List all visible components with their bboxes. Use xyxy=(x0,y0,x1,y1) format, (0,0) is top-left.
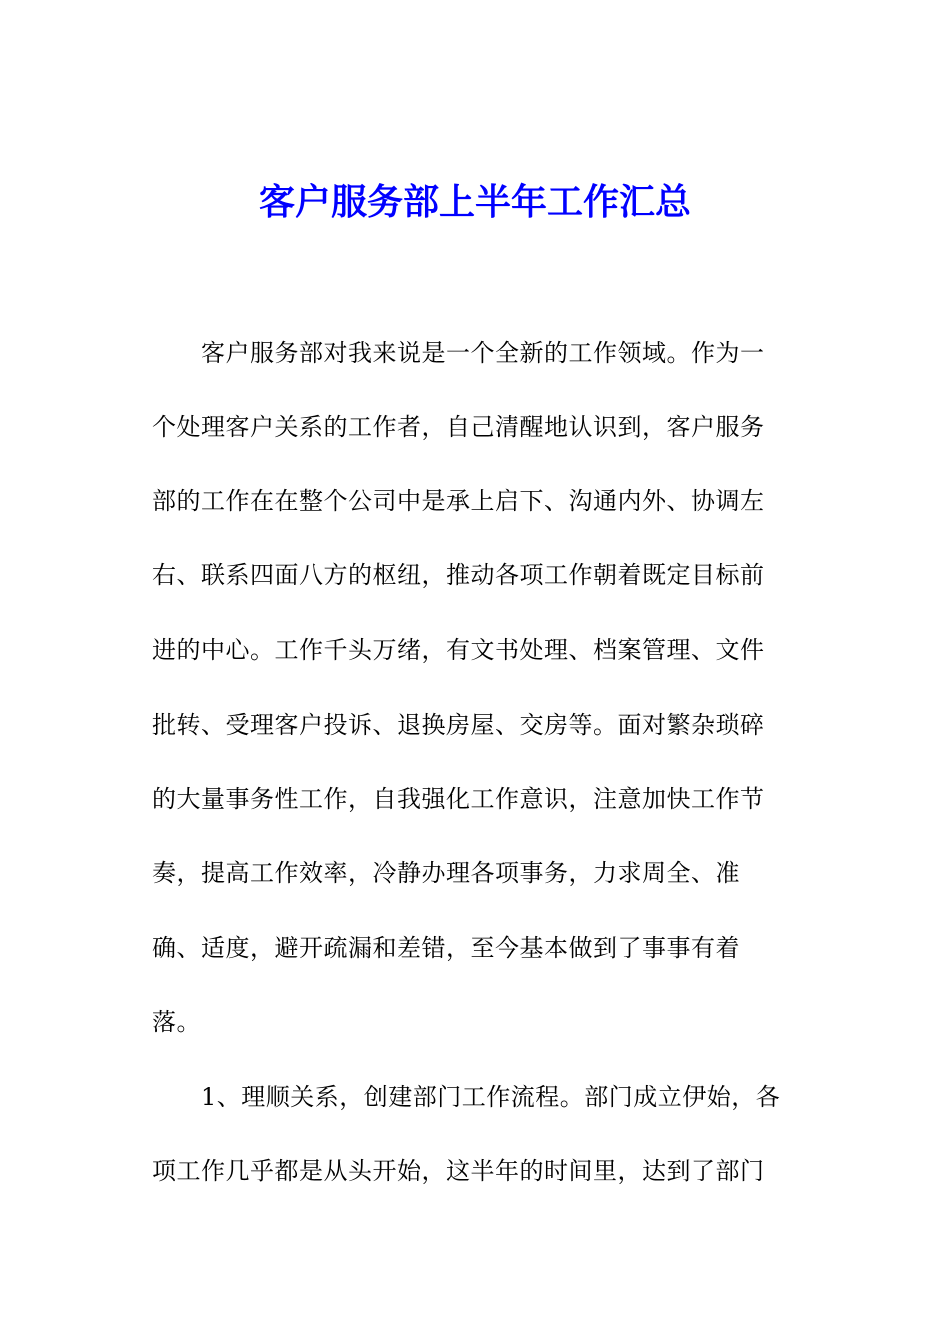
paragraph-1-line-5: 进的中心。工作千头万绪，有文书处理、档案管理、文件 xyxy=(152,636,765,664)
paragraph-2-line-1: 1、理顺关系，创建部门工作流程。部门成立伊始，各 xyxy=(152,1083,781,1111)
paragraph-1-line-6: 批转、受理客户投诉、退换房屋、交房等。面对繁杂琐碎 xyxy=(152,711,765,739)
paragraph-1-line-4: 右、联系四面八方的枢纽，推动各项工作朝着既定目标前 xyxy=(152,561,765,589)
paragraph-1-line-1: 客户服务部对我来说是一个全新的工作领域。作为一 xyxy=(152,339,765,367)
document-title: 客户服务部上半年工作汇总 xyxy=(258,181,691,223)
paragraph-1-line-9: 确、适度，避开疏漏和差错，至今基本做到了事事有着 xyxy=(152,934,740,962)
paragraph-1-line-3: 部的工作在在整个公司中是承上启下、沟通内外、协调左 xyxy=(152,487,765,515)
paragraph-2-line-2: 项工作几乎都是从头开始，这半年的时间里，达到了部门 xyxy=(152,1157,765,1185)
paragraph-1-line-7: 的大量事务性工作，自我强化工作意识，注意加快工作节 xyxy=(152,785,765,813)
paragraph-1-line-2: 个处理客户关系的工作者，自己清醒地认识到，客户服务 xyxy=(152,413,765,441)
paragraph-1-line-10: 落。 xyxy=(152,1008,201,1036)
paragraph-1-line-8: 奏，提高工作效率，冷静办理各项事务，力求周全、准 xyxy=(152,859,740,887)
